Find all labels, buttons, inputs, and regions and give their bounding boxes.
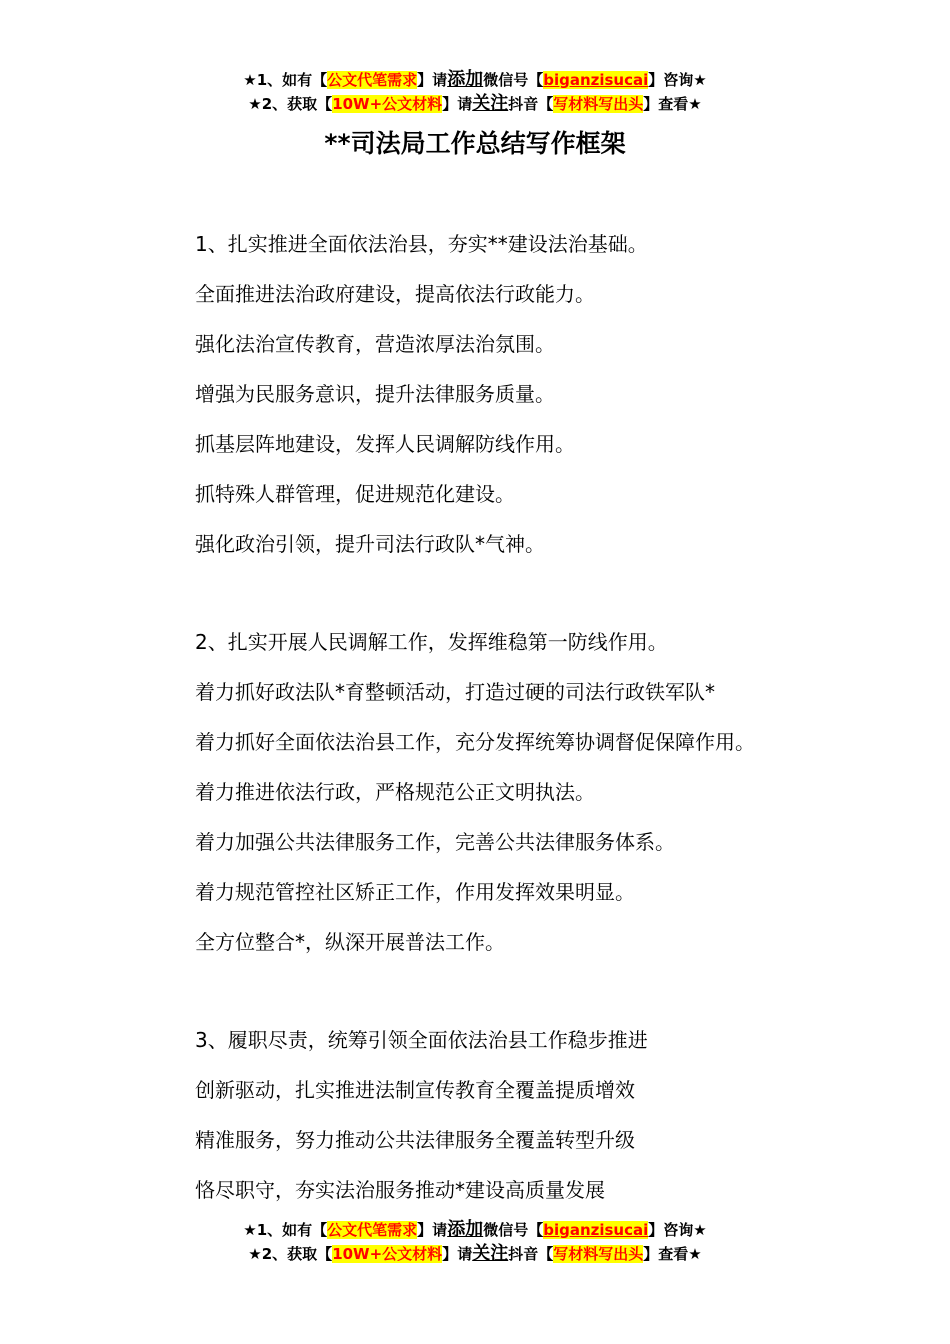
top-banner (0, 68, 950, 116)
wechat-id: biganzisucai (543, 71, 649, 89)
section-item: 着力规范管控社区矫正工作，作用发挥效果明显。 (195, 880, 635, 904)
section-item: 精准服务，努力推动公共法律服务全覆盖转型升级 (195, 1128, 635, 1152)
emphasis-follow: 关注 (472, 1243, 509, 1264)
section-2 (195, 628, 915, 978)
douyin-account: 写材料写出头 (553, 1245, 644, 1263)
section-heading: 1、扎实推进全面依法治县，夯实**建设法治基础。 (195, 232, 648, 256)
banner-line-2: ★2、获取【10W+公文材料】请关注抖音【写材料写出头】查看★ (248, 1243, 702, 1264)
section-item: 全面推进法治政府建设，提高依法行政能力。 (195, 282, 595, 306)
section-item: 全方位整合*，纵深开展普法工作。 (195, 930, 505, 954)
wechat-id: biganzisucai (543, 1221, 649, 1239)
section-item: 着力推进依法行政，严格规范公正文明执法。 (195, 780, 595, 804)
emphasis-add: 添加 (447, 1219, 484, 1240)
section-1 (195, 230, 915, 580)
section-item: 强化法治宣传教育，营造浓厚法治氛围。 (195, 332, 555, 356)
highlight-ghostwriting: 公文代笔需求 (327, 1221, 418, 1239)
section-item: 抓特殊人群管理，促进规范化建设。 (195, 482, 515, 506)
section-item: 创新驱动，扎实推进法制宣传教育全覆盖提质增效 (195, 1078, 635, 1102)
douyin-account: 写材料写出头 (553, 95, 644, 113)
highlight-materials: 10W+公文材料 (332, 1245, 443, 1263)
section-heading: 3、履职尽责，统筹引领全面依法治县工作稳步推进 (195, 1028, 648, 1052)
section-item: 着力抓好全面依法治县工作，充分发挥统筹协调督促保障作用。 (195, 730, 755, 754)
document-title: **司法局工作总结写作框架 (324, 129, 626, 158)
section-item: 强化政治引领，提升司法行政队*气神。 (195, 532, 545, 556)
section-item: 恪尽职守，夯实法治服务推动*建设高质量发展 (195, 1178, 605, 1202)
section-item: 着力加强公共法律服务工作，完善公共法律服务体系。 (195, 830, 675, 854)
section-item: 增强为民服务意识，提升法律服务质量。 (195, 382, 555, 406)
banner-line-1: ★1、如有【公文代笔需求】请添加微信号【biganzisucai】咨询★ (243, 69, 707, 90)
highlight-materials: 10W+公文材料 (332, 95, 443, 113)
bottom-banner (0, 1218, 950, 1266)
section-heading: 2、扎实开展人民调解工作，发挥维稳第一防线作用。 (195, 630, 668, 654)
banner-line-1: ★1、如有【公文代笔需求】请添加微信号【biganzisucai】咨询★ (243, 1219, 707, 1240)
section-item: 着力抓好政法队*育整顿活动，打造过硬的司法行政铁军队* (195, 680, 715, 704)
emphasis-follow: 关注 (472, 93, 509, 114)
section-item: 抓基层阵地建设，发挥人民调解防线作用。 (195, 432, 575, 456)
emphasis-add: 添加 (447, 69, 484, 90)
section-3 (195, 1026, 915, 1226)
highlight-ghostwriting: 公文代笔需求 (327, 71, 418, 89)
banner-line-2: ★2、获取【10W+公文材料】请关注抖音【写材料写出头】查看★ (248, 93, 702, 114)
